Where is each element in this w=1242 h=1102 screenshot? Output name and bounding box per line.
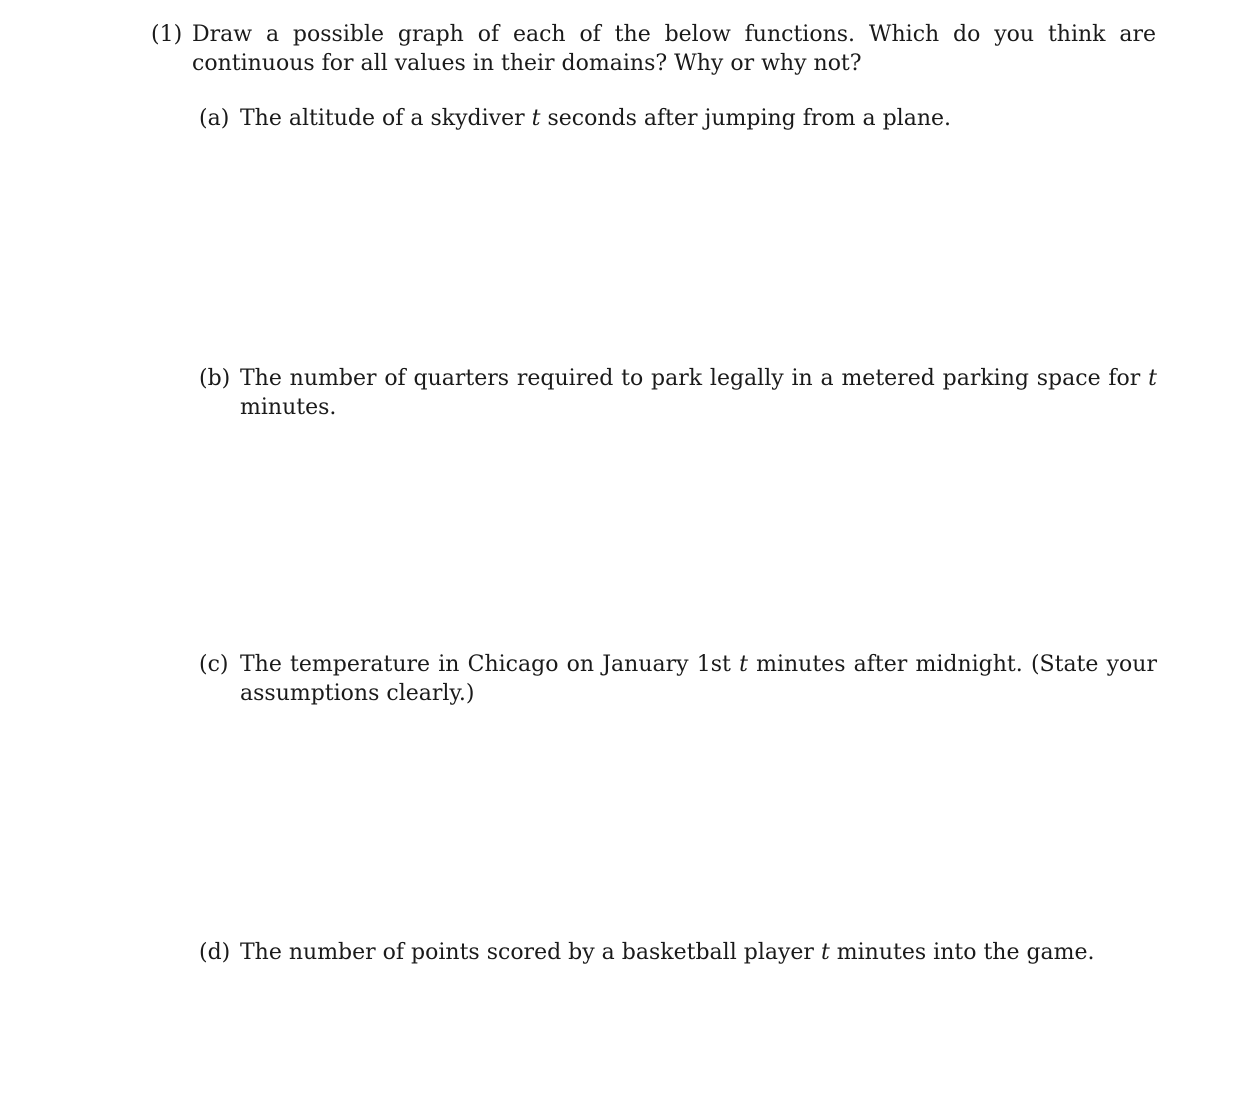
part-d-text-before: The number of points scored by a basketball player [240, 940, 814, 965]
part-b-text-after: minutes. [240, 395, 337, 420]
part-a [199, 104, 1157, 133]
problem-prompt: Draw a possible graph of each of the below functions. Which do you think are continuous for all values in their domains? Why or why not? [192, 22, 1156, 76]
part-d [199, 938, 1157, 967]
part-b [199, 364, 1157, 422]
part-b-variable: t [1148, 366, 1157, 391]
part-a-variable: t [531, 106, 541, 131]
part-b-label: (b) [199, 366, 231, 391]
part-a-text-before: The altitude of a skydiver [240, 106, 525, 131]
problem-number: (1) [151, 22, 183, 47]
part-b-text [240, 364, 1157, 422]
part-d-text-after: minutes into the game. [836, 940, 1095, 965]
part-c-text-after: minutes after midnight. (State your assumptions clearly.) [240, 652, 1157, 706]
part-d-label: (d) [199, 940, 231, 965]
part-a-text [240, 104, 1157, 133]
part-c-text-before: The temperature in Chicago on January 1st [240, 652, 731, 677]
part-c-label: (c) [199, 652, 229, 677]
problem-1 [151, 20, 1156, 78]
part-c-variable: t [739, 652, 748, 677]
part-c-text [240, 650, 1157, 708]
part-b-text-before: The number of quarters required to park legally in a metered parking space for [240, 366, 1141, 391]
part-a-text-after: seconds after jumping from a plane. [547, 106, 952, 131]
part-c [199, 650, 1157, 708]
part-d-text [240, 938, 1157, 967]
part-a-label: (a) [199, 106, 230, 131]
part-d-variable: t [820, 940, 830, 965]
